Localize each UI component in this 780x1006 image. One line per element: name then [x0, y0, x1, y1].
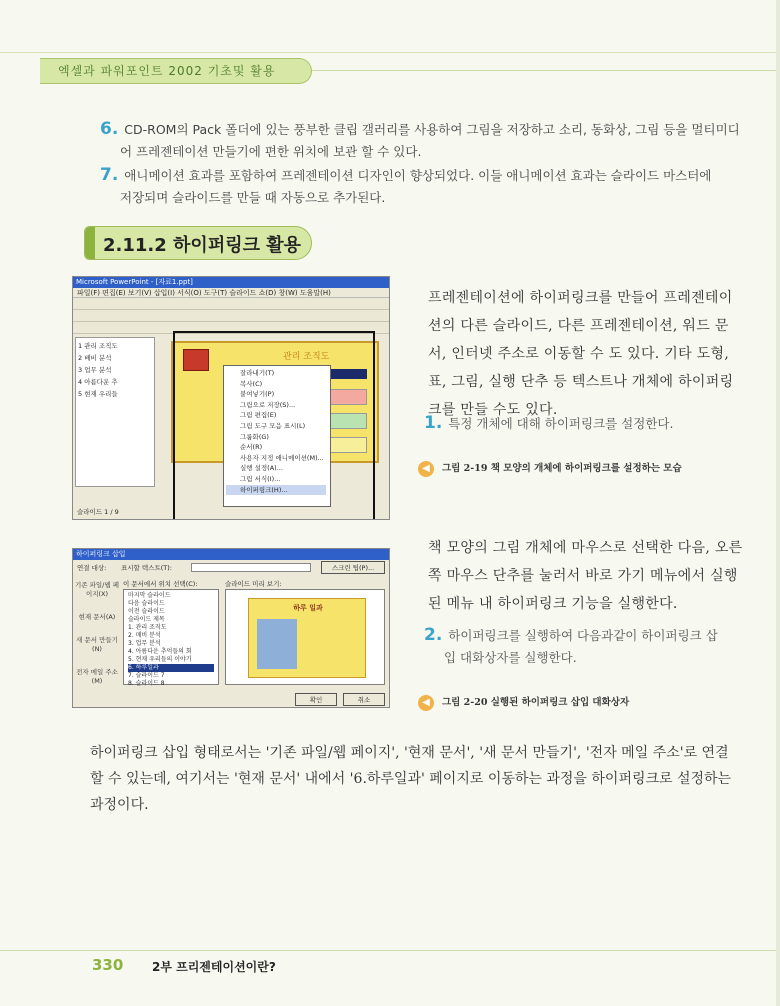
- section-heading: [84, 226, 312, 260]
- page-edge: [776, 0, 780, 1006]
- location-list-item: 7. 슬라이드 7: [128, 672, 165, 679]
- context-menu-item: 잘라내기(T): [240, 369, 275, 377]
- context-menu-item: 그림 편집(E): [240, 411, 277, 420]
- location-list-item: 다음 슬라이드: [128, 600, 165, 607]
- step-text: 특정 개체에 대해 하이퍼링크를 설정한다.: [448, 416, 674, 431]
- book-title: 엑셀과 파워포인트 2002 기초및 활용: [58, 64, 276, 78]
- dialog-side-bar: [75, 579, 119, 691]
- location-list-item: 슬라이드 제목: [128, 616, 165, 623]
- header-rule: [312, 70, 780, 71]
- location-list-item: 1. 관리 조직도: [128, 624, 167, 631]
- section-title: 2.11.2 하이퍼링크 활용: [103, 235, 302, 256]
- side-item-new-document: 새 문서 만들기(N): [76, 636, 118, 653]
- context-menu-item: 복사(C): [240, 379, 263, 388]
- location-list-item: 2. 매비 분석: [128, 632, 161, 639]
- preview-slide: [248, 598, 366, 678]
- context-menu-item: 그림 서식(I)...: [240, 474, 281, 483]
- outline-item: 3 업무 분석: [78, 366, 112, 374]
- caption-text: 그림 2-20 실행된 하이퍼링크 삽입 대화상자: [442, 697, 630, 708]
- ppt-title-bar: Microsoft PowerPoint - [자료1.ppt]: [73, 277, 389, 288]
- location-list-label: 이 문서에서 위치 선택(C):: [123, 580, 198, 588]
- display-text-input: [191, 563, 311, 572]
- display-text-label: 표시할 텍스트(T):: [121, 564, 172, 572]
- list-text: CD-ROM의 Pack 폴더에 있는 풍부한 클립 갤러리를 사용하여 그림을 저장하고 소리, 동화상, 그림 등을 멀티미디: [124, 122, 740, 137]
- location-list-item: 8. 슬라이드 8: [128, 680, 165, 687]
- figure-hyperlink-dialog: [72, 548, 390, 708]
- context-menu-item: 붙여넣기(P): [240, 390, 275, 399]
- location-list-item: 3. 업무 분석: [128, 640, 161, 647]
- cancel-button: 취소: [343, 693, 385, 706]
- ppt-toolbar: [73, 310, 389, 322]
- step-number: 1.: [424, 413, 443, 433]
- step-2: [424, 624, 744, 669]
- context-menu-item: 사용자 지정 애니메이션(M)...: [240, 453, 324, 462]
- slide-title: 관리 조직도: [283, 352, 330, 362]
- page-number: 330: [92, 956, 124, 974]
- context-menu-item: 순서(R): [240, 443, 263, 452]
- outline-item: 2 배비 분석: [78, 354, 112, 362]
- preview-label: 슬라이드 미리 보기:: [225, 580, 282, 588]
- highlight-rectangle: [173, 331, 375, 520]
- side-item-existing-file: 기존 파일/웹 페이지(X): [75, 581, 119, 598]
- step-text-cont: 입 대화상자를 실행한다.: [444, 650, 577, 665]
- context-menu-item: 그림으로 저장(S)...: [240, 400, 296, 409]
- side-item-email: 전자 메일 주소(M): [76, 668, 118, 685]
- outline-item: 1 관리 조직도: [78, 342, 118, 350]
- explanation-paragraph: 책 모양의 그림 개체에 마우스로 선택한 다음, 오른쪽 마우스 단추를 눌러서 바로 가기 메뉴에서 실행된 메뉴 내 하이퍼링크 기능을 실행한다.: [428, 540, 743, 612]
- ppt-toolbar: [73, 298, 389, 310]
- outline-item: 5 현재 우리들: [78, 390, 118, 398]
- caption-text: 그림 2-19 책 모양의 개체에 하이퍼링크를 설정하는 모습: [442, 463, 682, 474]
- part-title: 2부 프리젠테이션이란?: [152, 960, 276, 974]
- location-list-item: 마지막 슬라이드: [128, 592, 171, 599]
- figure-powerpoint-screenshot: [72, 276, 390, 520]
- list-text-cont: 어 프레젠테이션 만들기에 편한 위치에 보관 할 수 있다.: [120, 144, 422, 159]
- side-item-current-document: 현재 문서(A): [78, 613, 116, 621]
- ok-button: 확인: [295, 693, 337, 706]
- ppt-status-bar: 슬라이드 1 / 9: [77, 508, 119, 516]
- ppt-outline-pane: [75, 337, 155, 487]
- book-title-tab: [40, 58, 312, 84]
- screentip-button: 스크린 팁(P)...: [321, 561, 385, 574]
- location-list-item-selected: 6. 하루일과: [128, 664, 214, 672]
- context-menu-item: 그룹화(G): [240, 432, 269, 441]
- list-number: 7.: [100, 165, 119, 185]
- person-clipart-icon: [257, 619, 297, 669]
- location-list-item: 4. 아름다운 추억들의 회: [128, 648, 192, 655]
- list-text-cont: 저장되며 슬라이드를 만들 때 자동으로 추가된다.: [120, 190, 386, 205]
- section-heading-bar: [85, 227, 95, 259]
- arrow-left-icon: ◀: [418, 695, 434, 711]
- arrow-left-icon: ◀: [418, 461, 434, 477]
- figure-caption-2-20: [418, 694, 629, 710]
- dialog-title-bar: 하이퍼링크 삽입: [73, 549, 389, 560]
- list-item-7: [100, 164, 740, 209]
- list-number: 6.: [100, 119, 119, 139]
- list-item-6: [100, 118, 740, 163]
- list-text: 애니메이션 효과를 포함하여 프레젠테이션 디자인이 향상되었다. 이들 애니메이션 효과는 슬라이드 마스터에: [124, 168, 712, 183]
- intro-paragraph: 프레젠테이션에 하이퍼링크를 만들어 프레젠테이션의 다른 슬라이드, 다른 프레젠테이션, 워드 문서, 인터넷 주소로 이동할 수 도 있다. 기타 도형, 표, 그림, 실행 단추 등 텍스트나 개체에 하이퍼링크를 만들 수도 있다.: [428, 290, 734, 418]
- outline-item: 4 아름다운 추: [78, 378, 118, 386]
- summary-paragraph: 하이퍼링크 삽입 형태로서는 '기존 파일/웹 페이지', '현재 문서', '새 문서 만들기', '전자 메일 주소'로 연결할 수 있는데, 여기서는 '현재 문서' 내에서 '6.하루일과' 페이지로 이동하는 과정을 하이퍼링크로 설정하는 과정이다.: [90, 745, 732, 813]
- figure-caption-2-19: [418, 460, 682, 476]
- context-menu-item: 실행 설정(A)...: [240, 464, 283, 473]
- step-1: [424, 412, 744, 435]
- step-text: 하이퍼링크를 실행하여 다음과같이 하이퍼링크 삽: [448, 628, 718, 643]
- slide-preview: [225, 589, 385, 685]
- context-menu-item-hyperlink: 하이퍼링크(H)...: [226, 485, 326, 496]
- context-menu-item: 그림 도구 모음 표시(L): [240, 421, 306, 430]
- step-number: 2.: [424, 625, 443, 645]
- ppt-menu-bar: 파일(F) 편집(E) 보기(V) 삽입(I) 서식(O) 도구(T) 슬라이드 쇼(D) 창(W) 도움말(H): [73, 288, 389, 298]
- preview-slide-title: 하루 일과: [293, 604, 323, 612]
- location-list: [123, 589, 219, 685]
- footer-rule: [0, 950, 780, 951]
- location-list-item: 이전 슬라이드: [128, 608, 165, 615]
- link-target-label: 연결 대상:: [77, 564, 107, 572]
- location-list-item: 5. 현재 우리들의 이야기: [128, 656, 192, 663]
